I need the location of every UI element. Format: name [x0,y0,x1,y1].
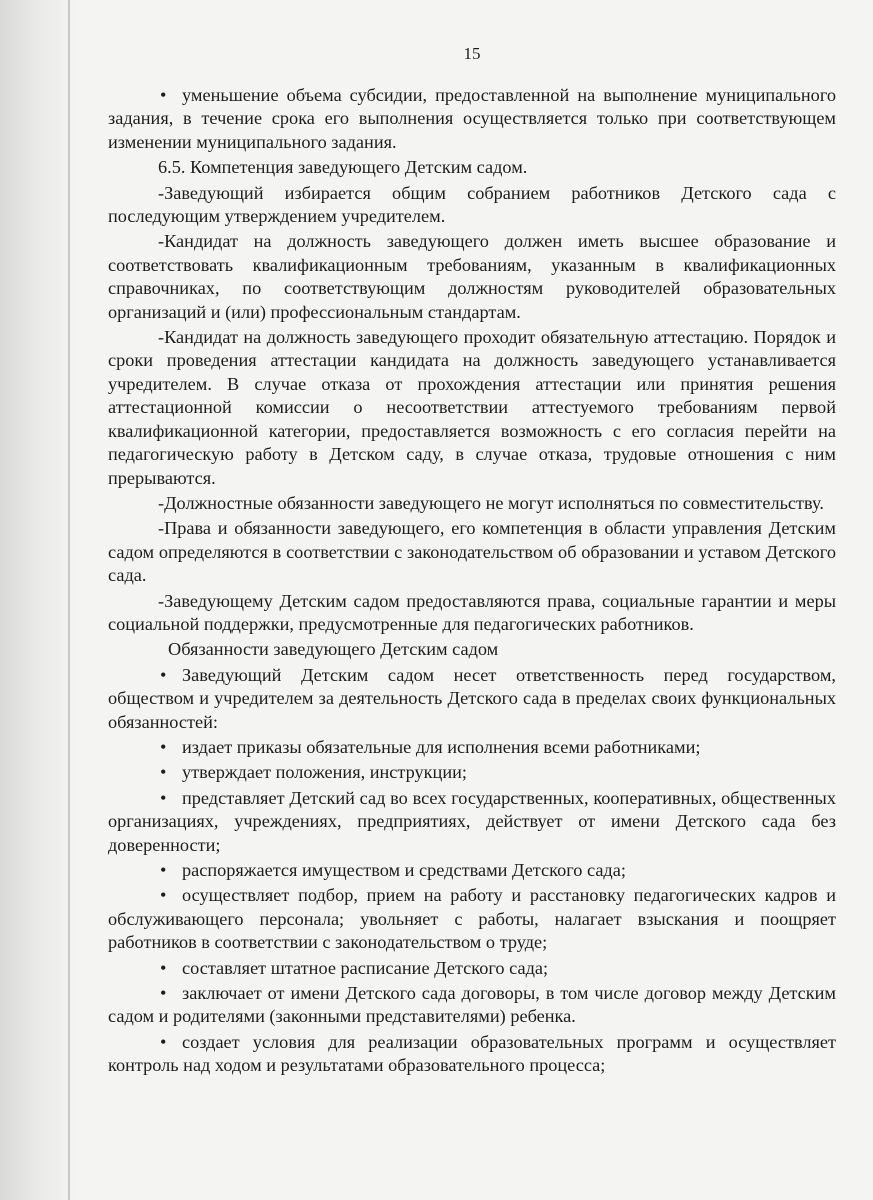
bullet-item [108,664,836,734]
paragraph: -Права и обязанности заведующего, его компетенция в области управления Детским садом определяются в соответствии с законодательством об образовании и уставом Детского сада. [108,518,836,586]
paragraph: -Заведующему Детским садом предоставляются права, социальные гарантии и меры социальной поддержки, предусмотренные для педагогических работников. [108,590,836,634]
bullet-item [108,1031,836,1078]
bullet-icon: • [160,736,167,757]
bullet-item [108,761,836,784]
bullet-icon: • [160,1031,167,1052]
bullet-item [108,736,836,759]
bullet-item [108,884,836,954]
paragraph: -Должностные обязанности заведующего не могут исполняться по совместительству. [158,492,824,513]
bullet-icon: • [160,885,167,906]
bullet-item [108,957,836,980]
paragraph: -Кандидат на должность заведующего должен иметь высшее образование и соответствовать квалификационным требованиям, указанным в квалификационных справочниках, по соответствующим должностям руководителей образовательных организаций и (или) профессиональным стандартам. [108,231,836,322]
bullet-icon: • [160,664,167,685]
paragraph: -Заведующий избирается общим собранием работников Детского сада с последующим утверждением учредителем. [108,182,836,227]
bullet-item [108,982,836,1029]
bullet-text: уменьшение объема субсидии, предоставленной на выполнение муниципального задания, в течение срока его выполнения осуществляется только при соответствующем изменении муниципального задания. [108,85,836,152]
bullet-icon: • [160,860,167,880]
section-heading: Обязанности заведующего Детским садом [168,639,499,660]
bullet-text: создает условия для реализации образовательных программ и осуществляет контроль над ходом и результатами образовательного процесса; [108,1031,836,1076]
bullet-text: осуществляет подбор, прием на работу и расстановку педагогических кадров и обслуживающего персонала; увольняет с работы, налагает взыскания и поощряет работников в соответствии с законодательством о труде; [108,885,836,953]
bullet-text: заключает от имени Детского сада договоры, в том числе договор между Детским садом и родителями (законными представителями) ребенка. [108,983,836,1027]
binding-shadow [0,0,78,1200]
bullet-text: составляет штатное расписание Детского сада; [182,957,549,978]
paragraph: 6.5. Компетенция заведующего Детским садом. [158,157,528,178]
bullet-icon: • [160,762,167,783]
bullet-item [108,787,836,857]
paragraph: -Кандидат на должность заведующего проходит обязательную аттестацию. Порядок и сроки проведения аттестации кандидата на должность заведующего устанавливается учредителем. В случае отказа от прохождения аттестации или принятия решения аттестационной комиссии о несоответствии аттестуемого требованиям первой квалификационной категории, предоставляется возможность с его согласия перейти на педагогическую работу в Детском саду, в случае отказа, трудовые отношения с ним прерываются. [108,327,836,488]
document-body [108,84,836,1080]
page-number: 15 [463,44,481,63]
bullet-text: издает приказы обязательные для исполнения всеми работниками; [182,736,701,757]
bullet-icon: • [160,85,167,105]
binding-edge [68,0,70,1200]
bullet-text: представляет Детский сад во всех государственных, кооперативных, общественных организациях, учреждениях, предприятиях, действует от имени Детского сада без доверенности; [108,787,836,855]
bullet-item [108,84,836,154]
bullet-text: утверждает положения, инструкции; [182,762,467,783]
bullet-icon: • [160,957,167,978]
bullet-icon: • [160,983,167,1004]
bullet-text: распоряжается имуществом и средствами Детского сада; [182,860,626,880]
bullet-icon: • [160,787,167,808]
bullet-text: Заведующий Детским садом несет ответственность перед государством, обществом и учредителем за деятельность Детского сада в пределах своих функциональных обязанностей: [108,664,836,732]
bullet-item [108,859,836,882]
